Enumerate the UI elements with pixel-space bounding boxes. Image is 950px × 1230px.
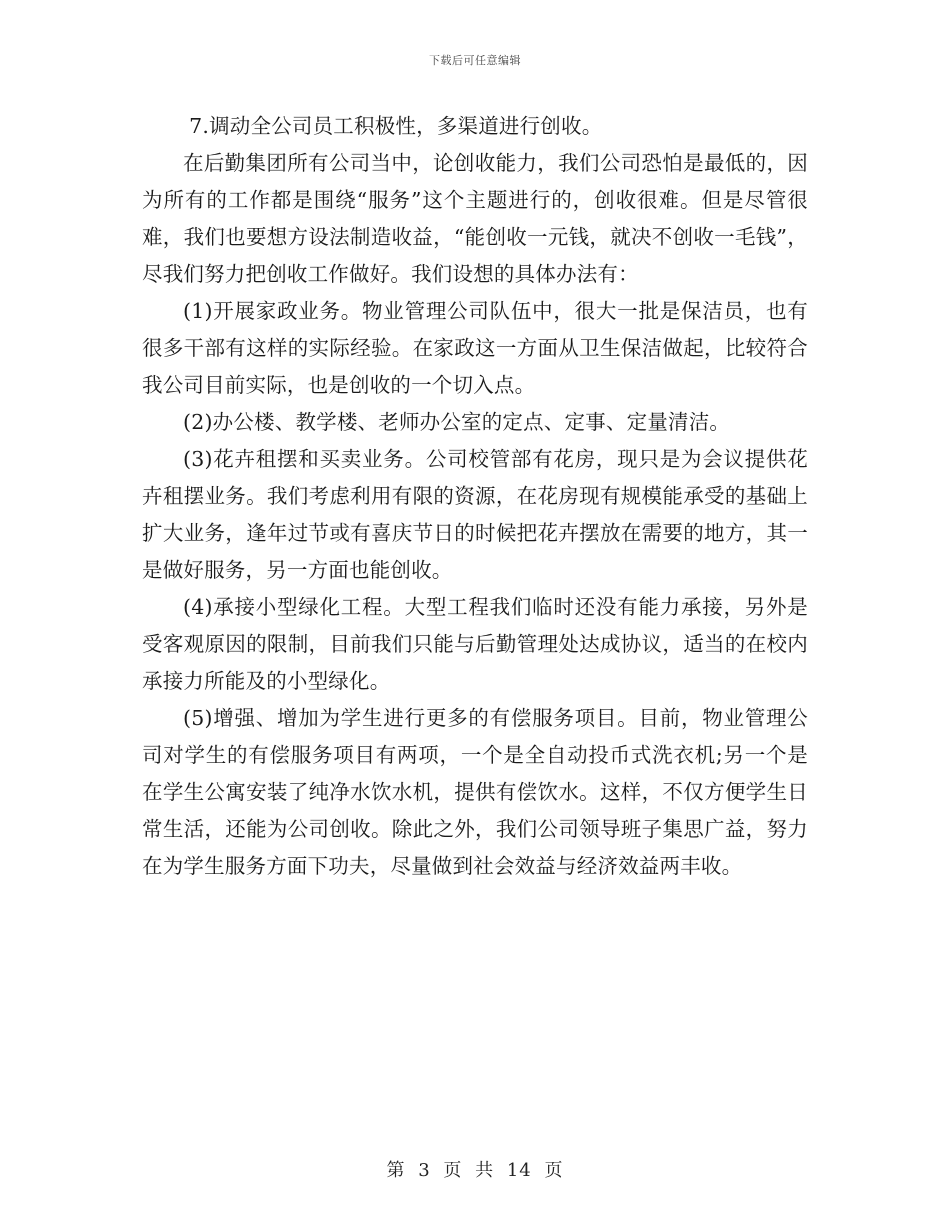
- paragraph-section-title: 7.调动全公司员工积极性，多渠道进行创收。: [189, 114, 603, 138]
- paragraph-item-3: (3)花卉租摆和买卖业务。公司校管部有花房，现只是为会议提供花卉租摆业务。我们考虑利用有限的资源，在花房现有规模能承受的基础上扩大业务，逢年过节或有喜庆节日的时候把花卉摆放在需要的地方，其一是做好服务，另一方面也能创收。: [142, 447, 808, 582]
- paragraph-item-4: (4)承接小型绿化工程。大型工程我们临时还没有能力承接，另外是受客观原因的限制，目前我们只能与后勤管理处达成协议，适当的在校内承接力所能及的小型绿化。: [142, 595, 808, 693]
- paragraph-item-1: (1)开展家政业务。物业管理公司队伍中，很大一批是保洁员，也有很多干部有这样的实际经验。在家政这一方面从卫生保洁做起，比较符合我公司目前实际，也是创收的一个切入点。: [142, 299, 808, 397]
- paragraph-item-2: (2)办公楼、教学楼、老师办公室的定点、定事、定量清洁。: [183, 410, 731, 434]
- page-number: 第 3 页 共 14 页: [386, 1160, 564, 1181]
- paragraph-item-5: (5)增强、增加为学生进行更多的有偿服务项目。目前，物业管理公司对学生的有偿服务项目有两项，一个是全自动投币式洗衣机;另一个是在学生公寓安装了纯净水饮水机，提供有偿饮水。这样，不仅方便学生日常生活，还能为公司创收。除此之外，我们公司领导班子集思广益，努力在为学生服务方面下功夫，尽量做到社会效益与经济效益两丰收。: [142, 706, 808, 878]
- document-body: [142, 108, 808, 885]
- header-note: 下载后可任意编辑: [429, 54, 521, 67]
- paragraph-intro: 在后勤集团所有公司当中，论创收能力，我们公司恐怕是最低的，因为所有的工作都是围绕“服务”这个主题进行的，创收很难。但是尽管很难，我们也要想方设法制造收益，“能创收一元钱，就决不创收一毛钱”，尽我们努力把创收工作做好。我们设想的具体办法有：: [142, 151, 808, 286]
